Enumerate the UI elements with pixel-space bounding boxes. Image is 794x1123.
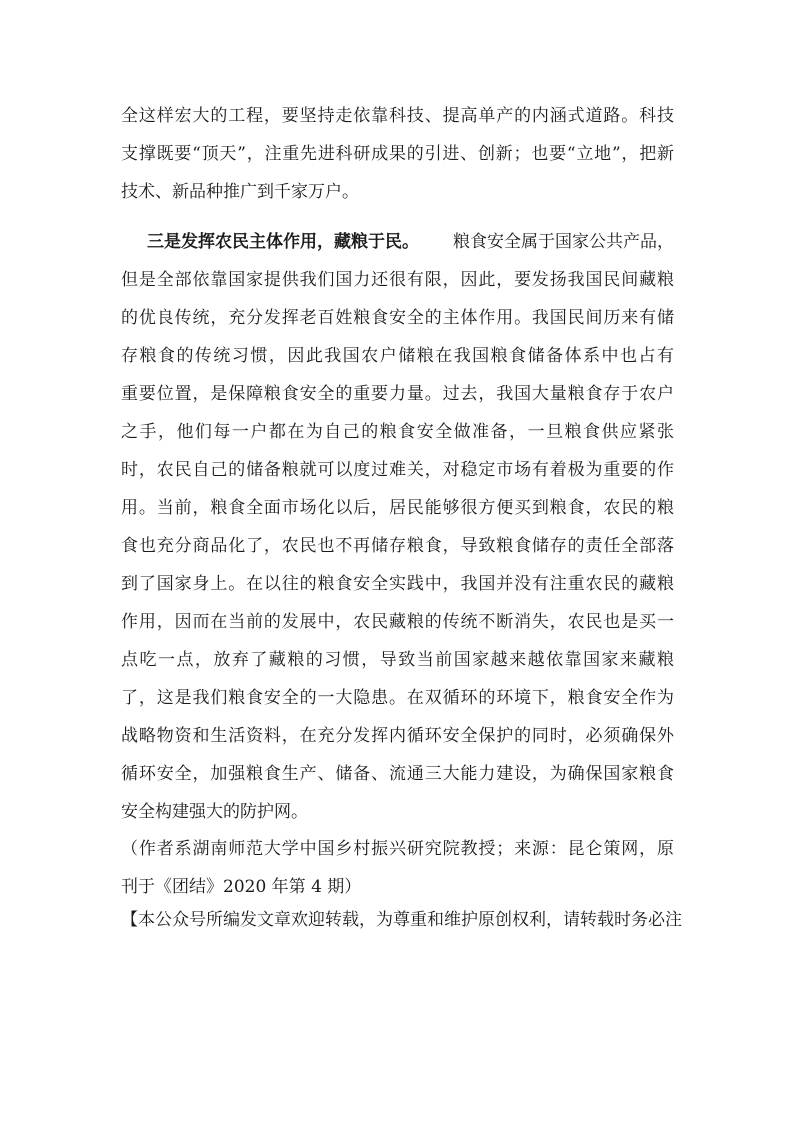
paragraph-2-line-8: 用。当前，粮食全面市场化以后，居民能够很方便买到粮食，农民的粮 bbox=[121, 498, 674, 518]
paragraph-2-line-15: 循环安全，加强粮食生产、储备、流通三大能力建设，为确保国家粮食 bbox=[121, 764, 674, 784]
paragraph-2-line-16: 安全构建强大的防护网。 bbox=[121, 802, 308, 822]
paragraph-2-line-4: 存粮食的传统习惯，因此我国农户储粮在我国粮食储备体系中也占有 bbox=[121, 346, 674, 366]
paragraph-1-line-3: 技术、新品种推广到千家万户。 bbox=[121, 182, 359, 202]
reprint-notice: 【本公众号所编发文章欢迎转载，为尊重和维护原创权利，请转载时务必注 bbox=[121, 910, 682, 930]
paragraph-2-line-12: 点吃一点，放弃了藏粮的习惯，导致当前国家越来越依靠国家来藏粮 bbox=[121, 650, 674, 670]
paragraph-2-line-13: 了，这是我们粮食安全的一大隐患。在双循环的环境下，粮食安全作为 bbox=[121, 688, 674, 708]
author-note-line-1: （作者系湖南师范大学中国乡村振兴研究院教授；来源：昆仑策网，原 bbox=[121, 839, 674, 859]
paragraph-2-line-9: 食也充分商品化了，农民也不再储存粮食，导致粮食储存的责任全部落 bbox=[121, 536, 674, 556]
paragraph-2-line-14: 战略物资和生活资料，在充分发挥内循环安全保护的同时，必须确保外 bbox=[121, 726, 674, 746]
paragraph-2-line-1 bbox=[147, 232, 674, 254]
paragraph-2-line-2: 但是全部依靠国家提供我们国力还很有限，因此，要发扬我国民间藏粮 bbox=[121, 270, 674, 290]
paragraph-2-line-10: 到了国家身上。在以往的粮食安全实践中，我国并没有注重农民的藏粮 bbox=[121, 574, 674, 594]
paragraph-2-line-3: 的优良传统，充分发挥老百姓粮食安全的主体作用。我国民间历来有储 bbox=[121, 308, 674, 328]
section-heading: 三是发挥农民主体作用，藏粮于民。 bbox=[147, 232, 419, 252]
paragraph-2-line-5: 重要位置，是保障粮食安全的重要力量。过去，我国大量粮食存于农户 bbox=[121, 384, 674, 404]
author-note-line-2: 刊于《团结》2020 年第 4 期） bbox=[121, 877, 362, 897]
paragraph-2-line-1-rest: 粮食安全属于国家公共产品， bbox=[453, 232, 674, 252]
paragraph-2-line-11: 作用，因而在当前的发展中，农民藏粮的传统不断消失，农民也是买一 bbox=[121, 612, 674, 632]
paragraph-1-line-1: 全这样宏大的工程，要坚持走依靠科技、提高单产的内涵式道路。科技 bbox=[121, 106, 674, 126]
paragraph-2-line-7: 时，农民自己的储备粮就可以度过难关，对稳定市场有着极为重要的作 bbox=[121, 460, 674, 480]
paragraph-2-line-6: 之手，他们每一户都在为自己的粮食安全做准备，一旦粮食供应紧张 bbox=[121, 422, 674, 442]
paragraph-1-line-2: 支撑既要“顶天”，注重先进科研成果的引进、创新；也要“立地”，把新 bbox=[121, 144, 674, 164]
